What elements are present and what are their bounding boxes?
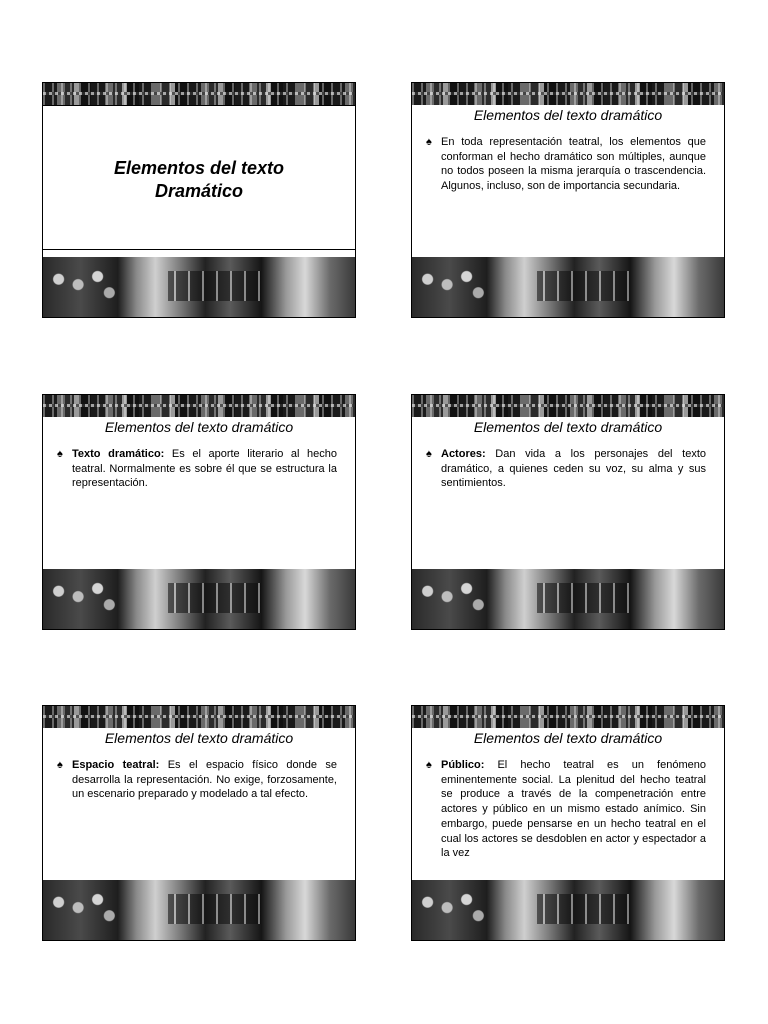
bullet-item [57,447,337,491]
theater-photo-strip [412,880,724,940]
bullet-text: Dan vida a los personajes del texto dramático, a quienes ceden su voz, su alma y sus sentimientos. [441,448,706,490]
bullet-item [426,758,706,861]
bullet-text: En toda representación teatral, los elementos que conforman el hecho dramático son múltiples, aunque no todos poseen la misma jerarquía o trascendencia. Algunos, incluso, son de importancia secundaria. [441,136,706,193]
slide-heading: Elementos del texto dramático [104,730,294,746]
theater-photo-strip [43,257,355,317]
slide-heading: Elementos del texto dramático [104,419,294,435]
slide-5 [42,705,356,941]
spade-bullet-icon: ♠ [57,759,63,771]
spade-bullet-icon: ♠ [57,448,63,460]
decorative-film-strip [43,706,355,728]
bullet-item [426,447,706,491]
bullet-term: Público: [441,759,485,771]
decorative-film-strip [43,395,355,417]
decorative-film-strip [412,83,724,105]
decorative-film-strip [412,395,724,417]
slide-6 [411,705,725,941]
bullet-term: Espacio teatral: [72,759,160,771]
bullet-item [57,758,337,802]
bullet-term: Texto dramático: [72,448,165,460]
divider [43,105,355,106]
bullet-text: Es el aporte literario al hecho teatral. Normalmente es sobre él que se estructura la representación. [72,448,338,490]
theater-photo-strip [412,569,724,629]
slide-3 [42,394,356,630]
slide-2 [411,82,725,318]
theater-photo-strip [412,257,724,317]
spade-bullet-icon: ♠ [426,136,432,148]
spade-bullet-icon: ♠ [426,759,432,771]
bullet-text: El hecho teatral es un fenómeno eminentemente social. La plenitud del hecho teatral se produce a través de la compenetración entre actores y público en un mismo estado anímico. Sin embargo, puede pensarse en un hecho teatral en el cual los actores se desdoblen en actor y espectador a la vez [441,759,706,860]
slide-4 [411,394,725,630]
divider [43,249,355,250]
slide-heading: Elementos del texto dramático [473,419,663,435]
theater-photo-strip [43,569,355,629]
decorative-film-strip [412,706,724,728]
theater-photo-strip [43,880,355,940]
slide-title: Elementos del texto Dramático [113,158,285,201]
spade-bullet-icon: ♠ [426,448,432,460]
bullet-term: Actores: [441,448,486,460]
bullet-item [426,135,706,194]
slide-1 [42,82,356,318]
bullet-text: Es el espacio físico donde se desarrolla la representación. No exige, forzosamente, un escenario preparado y modelado a tal efecto. [72,759,338,801]
decorative-film-strip [43,83,355,105]
slide-heading: Elementos del texto dramático [473,730,663,746]
slide-heading: Elementos del texto dramático [473,107,663,123]
